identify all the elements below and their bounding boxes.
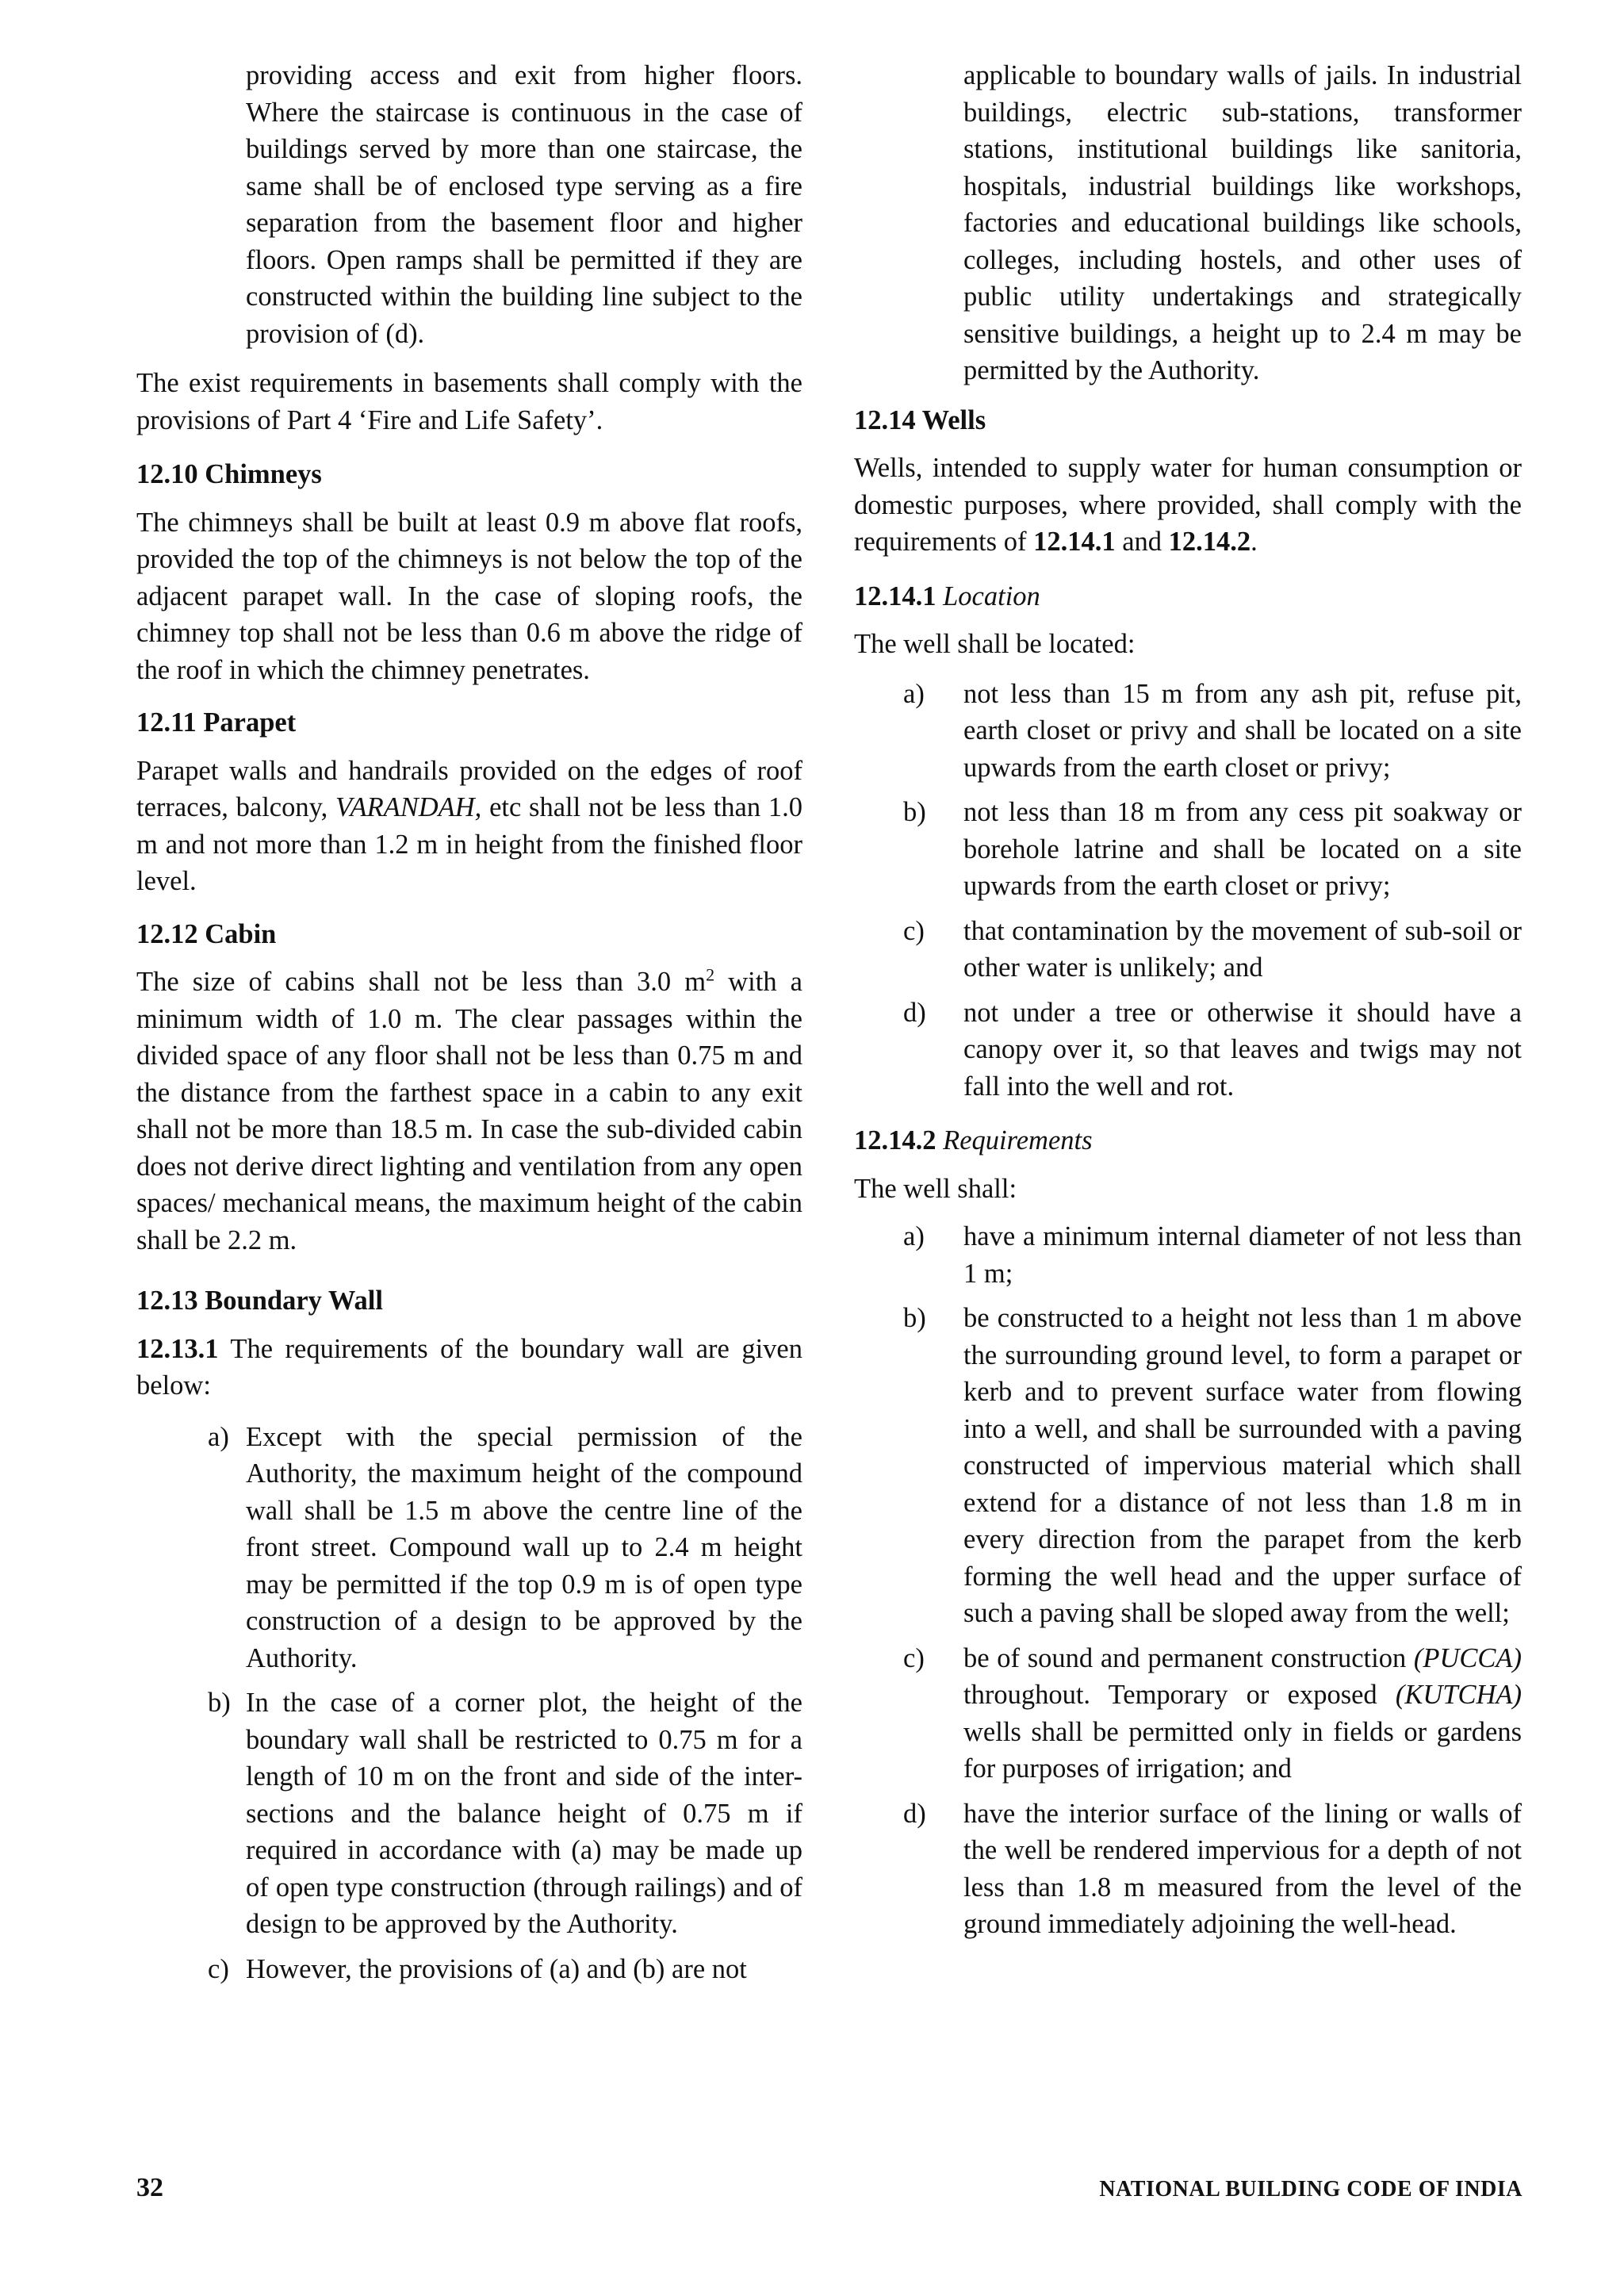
exit-requirements-paragraph: The exist requirements in basements shall comply with the provisions of Part 4 ‘Fire and Life Safety’. — [136, 368, 802, 435]
list-text: not less than 18 m from any cess pit soakway or borehole latrine and shall be located on a site upwards from the earth closet or privy; — [963, 797, 1522, 901]
list-text: Except with the special permission of the Authority, the maximum height of the compound wall shall be 1.5 m above the centre line of the front street. Compound wall up to 2.4 m height may be permitted if the top 0.9 m is of open type construction of a design to be approved by the Authority. — [246, 1421, 802, 1673]
wells-text: Wells, intended to supply water for human consumption or domestic purposes, where provided, shall comply with the requirements of — [854, 453, 1522, 557]
continued-paragraph: providing access and exit from higher floors. Where the staircase is continuous in the case of buildings served by more than one staircase, the same shall be of enclosed type serving as a fire separation from the basement floor and higher floors. Open ramps shall be permitted if they are constructed within the building line subject to the provision of (d). — [246, 60, 802, 349]
list-text: have the interior surface of the lining or walls of the well be rendered impervious for a depth of not less than 1.8 m measured from the level of the ground immediately adjoining the well-head. — [963, 1798, 1522, 1939]
clause-text: The requirements of the boundary wall are given below: — [136, 1333, 802, 1401]
list-item — [854, 1640, 1522, 1788]
heading-parapet: 12.11 Parapet — [136, 707, 297, 738]
list-label: d) — [903, 1798, 926, 1829]
list-label: c) — [903, 1642, 925, 1673]
list-label: a) — [208, 1421, 229, 1452]
list-item — [854, 676, 1522, 787]
boundary-intro — [136, 1331, 802, 1405]
list-text: In the case of a corner plot, the height of the boundary wall shall be restricted to 0.75 m for a length of 10 m on the front and side of the inter-sections and the balance height of 0.75 m if required in accordance with (a) may be made up of open type construction (through railings) and of design to be approved by the Authority. — [246, 1688, 802, 1939]
clause-number: 12.14.1 — [854, 581, 936, 611]
list-text: However, the provisions of (a) and (b) are not — [246, 1953, 747, 1984]
list-text: be constructed to a height not less than 1 m above the surrounding ground level, to form a parapet or kerb and to prevent surface water from flowing into a well, and shall be surrounded with a paving constructed of impervious material which shall extend for a distance of not less than 1.8 m in every direction from the parapet from the kerb forming the well head and the upper surface of such a paving shall be sloped away from the well; — [963, 1303, 1522, 1628]
wells-paragraph — [854, 450, 1522, 561]
parapet-italic-term: VARANDAH, — [335, 792, 482, 822]
page-number: 32 — [136, 2173, 163, 2202]
heading-wells: 12.14 Wells — [854, 404, 986, 435]
list-label: a) — [903, 1221, 925, 1251]
list-text: that contamination by the movement of sub-soil or other water is unlikely; and — [963, 915, 1522, 983]
list-item — [854, 1300, 1522, 1632]
list-label: c) — [208, 1953, 229, 1984]
wells-text-end: . — [1251, 527, 1258, 557]
clause-title: Location — [943, 581, 1040, 611]
italic-term: (KUTCHA) — [1395, 1680, 1522, 1710]
clause-number: 12.13.1 — [136, 1333, 219, 1364]
left-column — [136, 57, 802, 1995]
parapet-text-end: etc shall not be less than 1.0 m and not more than 1.2 m in height from the finished floor level. — [136, 792, 802, 896]
list-item — [854, 913, 1522, 987]
list-item — [854, 1218, 1522, 1292]
requirements-list — [854, 1218, 1522, 1943]
list-text: have a minimum internal diameter of not less than 1 m; — [963, 1221, 1522, 1289]
clause-title: Requirements — [943, 1125, 1093, 1155]
chimneys-paragraph: The chimneys shall be built at least 0.9 m above flat roofs, provided the top of the chimneys is not below the top of the adjacent parapet wall. In the case of sloping roofs, the chimney top shall not be less than 0.6 m above the ridge of the roof in which the chimney penetrates. — [136, 507, 802, 685]
wells-text-mid: and — [1115, 527, 1169, 557]
heading-boundary-wall: 12.13 Boundary Wall — [136, 1286, 383, 1316]
list-label: a) — [903, 678, 925, 709]
list-label: c) — [903, 915, 925, 946]
list-text: throughout. Temporary or exposed — [963, 1680, 1396, 1710]
parapet-paragraph — [136, 753, 802, 900]
italic-term: (PUCCA) — [1413, 1642, 1522, 1673]
list-item — [854, 1795, 1522, 1943]
list-item — [854, 794, 1522, 905]
heading-cabin: 12.12 Cabin — [136, 918, 277, 949]
list-text: wells shall be permitted only in fields or gardens for purposes of irrigation; and — [963, 1716, 1522, 1784]
list-label: d) — [903, 997, 926, 1028]
requirements-intro: The well shall: — [854, 1173, 1017, 1204]
cabin-text: The size of cabins shall not be less than 3.0 m — [136, 967, 707, 997]
list-item — [136, 1951, 802, 1988]
superscript: 2 — [706, 964, 715, 985]
continued-paragraph-right: applicable to boundary walls of jails. In industrial buildings, electric sub-stations, transformer stations, institutional buildings like sanitoria, hospitals, industrial buildings like workshops, factories and educational buildings like schools, colleges, including hostels, and other uses of public utility undertakings and strategically sensitive buildings, a height up to 2.4 m may be permitted by the Authority. — [963, 60, 1522, 385]
list-text: not less than 15 m from any ash pit, refuse pit, earth closet or privy and shall be located on a site upwards from the earth closet or privy; — [963, 678, 1522, 783]
subheading-location — [854, 578, 1522, 615]
list-text: not under a tree or otherwise it should have a canopy over it, so that leaves and twigs may not fall into the well and rot. — [963, 997, 1522, 1102]
list-item — [854, 994, 1522, 1106]
cabin-text-end: with a minimum width of 1.0 m. The clear passages within the divided space of any floor shall not be less than 0.75 m and the distance from the farthest space in a cabin to any exit shall not be more than 18.5 m. In case the sub-divided cabin does not derive direct lighting and ventilation from any open spaces/ mechanical means, the maximum height of the cabin shall be 2.2 m. — [136, 967, 802, 1255]
subheading-requirements — [854, 1122, 1522, 1159]
location-intro: The well shall be located: — [854, 629, 1136, 659]
right-column — [854, 57, 1522, 1951]
parapet-text: Parapet walls and handrails provided on the edges of roof terraces, balcony, — [136, 755, 802, 822]
list-text: be of sound and permanent construction — [963, 1642, 1414, 1673]
location-list — [854, 676, 1522, 1106]
list-label: b) — [208, 1688, 231, 1718]
list-label: b) — [903, 797, 926, 827]
heading-chimneys: 12.10 Chimneys — [136, 459, 322, 489]
clause-reference: 12.14.2 — [1168, 527, 1251, 557]
list-label: b) — [903, 1303, 926, 1333]
running-footer-title: NATIONAL BUILDING CODE OF INDIA — [1099, 2177, 1522, 2202]
cabin-paragraph — [136, 964, 802, 1259]
clause-number: 12.14.2 — [854, 1125, 936, 1155]
list-item — [136, 1419, 802, 1677]
clause-reference: 12.14.1 — [1033, 527, 1116, 557]
list-item — [136, 1684, 802, 1943]
boundary-list — [136, 1419, 802, 1988]
